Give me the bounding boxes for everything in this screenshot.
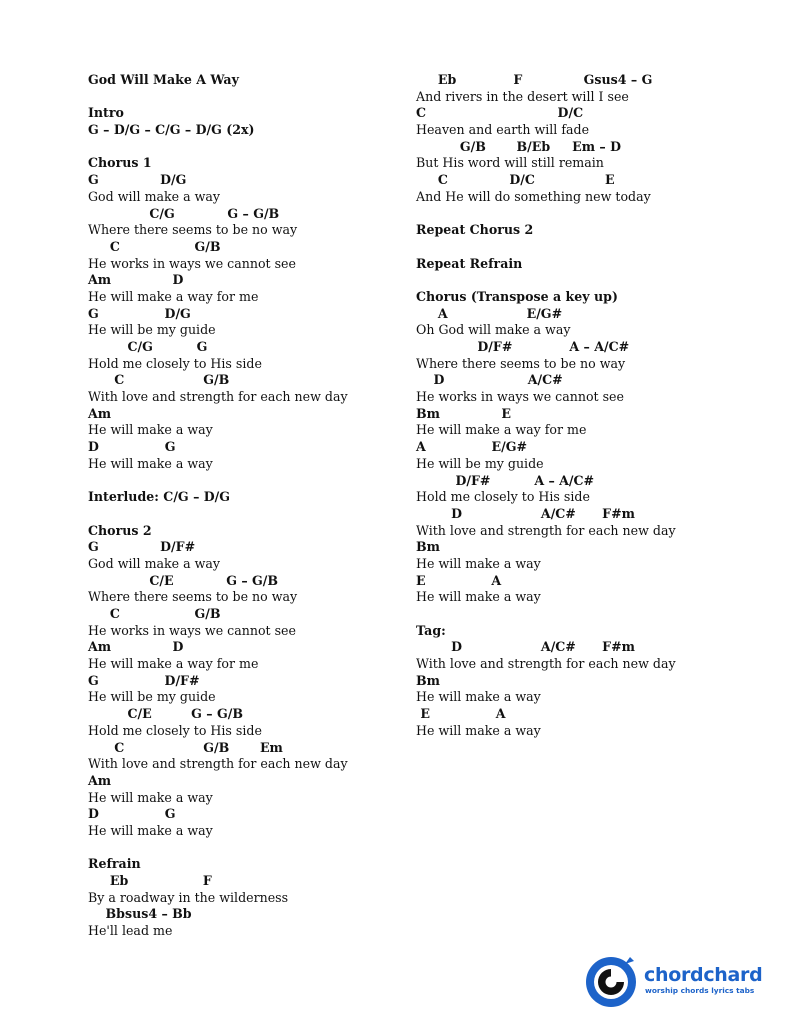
chord-line: C G/B Em [88, 739, 283, 755]
chord-line: C D/C E [416, 172, 615, 188]
right-column [416, 72, 676, 740]
logo-tagline: worship chords lyrics tabs [645, 986, 755, 995]
lyric-line: With love and strength for each new day [88, 756, 348, 772]
blank-line [88, 473, 348, 490]
heading-line: Chorus 2 [88, 522, 152, 538]
chord-line: C G/B [88, 606, 221, 621]
blank-line [88, 139, 348, 156]
lyric-line: Heaven and earth will fade [416, 122, 590, 138]
lyric-line: He will make a way [416, 589, 541, 605]
chord-line: D G [88, 806, 176, 822]
chord-line: Am [88, 405, 112, 421]
chord-line: A E/G# [416, 439, 528, 455]
lyric-line: God will make a way [88, 188, 221, 204]
chord-line: G D/G [88, 172, 187, 188]
blank-line [416, 272, 676, 289]
lyric-line: Where there seems to be no way [88, 222, 298, 238]
chord-line: D A/C# F#m [416, 639, 635, 655]
lyric-line: Hold me closely to His side [88, 722, 262, 738]
chord-line: G/B B/Eb Em – D [416, 138, 622, 154]
lyric-line: He will make a way [88, 455, 213, 471]
lyric-line: He'll lead me [88, 923, 173, 939]
lyric-line: But His word will still remain [416, 155, 604, 171]
lyric-line: And rivers in the desert will I see [416, 88, 629, 104]
lyric-line: And He will do something new today [416, 188, 651, 204]
lyric-line: He works in ways we cannot see [416, 389, 624, 405]
left-column [88, 72, 348, 940]
lyric-line: He works in ways we cannot see [88, 255, 296, 271]
lyric-line: He will be my guide [88, 322, 216, 338]
chord-line: D/F# A – A/C# [416, 339, 630, 354]
chord-line: E A [416, 706, 506, 722]
lyric-line: Where there seems to be no way [88, 589, 298, 605]
heading-line: Interlude: C/G – D/G [88, 489, 231, 505]
chord-line: Bbsus4 – Bb [88, 906, 192, 922]
chordchard-logo-icon [584, 955, 638, 1009]
chord-line: C G/B [88, 372, 230, 388]
chord-line: D/F# A – A/C# [416, 472, 595, 488]
heading-line: God Will Make A Way [88, 72, 239, 87]
heading-line: Repeat Refrain [416, 255, 523, 271]
blank-line [88, 840, 348, 857]
lyric-line: Hold me closely to His side [88, 355, 262, 371]
chord-line: D A/C# [416, 372, 563, 388]
chord-line: G – D/G – C/G – D/G (2x) [88, 122, 255, 138]
chord-line: Am D [88, 639, 184, 655]
heading-line: Chorus (Transpose a key up) [416, 288, 618, 304]
lyric-line: He will make a way for me [88, 288, 259, 304]
blank-line [416, 206, 676, 223]
lyric-line: He will make a way for me [88, 656, 259, 672]
lyric-line: Hold me closely to His side [416, 489, 590, 505]
heading-line: Tag: [416, 622, 446, 638]
blank-line [416, 606, 676, 623]
chord-line: C/G G [88, 339, 208, 354]
chord-line: G D/G [88, 305, 191, 321]
chord-line: Bm E [416, 405, 511, 421]
chord-line: D G [88, 439, 176, 455]
lyric-line: He will be my guide [88, 689, 216, 705]
chord-line: C/E G – G/B [88, 706, 243, 722]
heading-line: Refrain [88, 856, 141, 872]
lyric-line: He will make a way [416, 722, 541, 738]
chord-line: E A [416, 572, 502, 588]
chord-line: Eb F [88, 873, 212, 888]
chord-line: G D/F# [88, 539, 196, 555]
heading-line: Chorus 1 [88, 155, 152, 171]
heading-line: Intro [88, 105, 124, 121]
lyric-line: He will make a way [88, 789, 213, 805]
heading-line: Repeat Chorus 2 [416, 222, 534, 238]
lyric-line: He works in ways we cannot see [88, 622, 296, 638]
blank-line [416, 239, 676, 256]
lyric-line: He will make a way [416, 689, 541, 705]
blank-line [88, 506, 348, 523]
lyric-line: Oh God will make a way [416, 322, 571, 338]
lyric-line: He will make a way for me [416, 422, 587, 438]
chord-line: C G/B [88, 238, 221, 254]
lyric-line: With love and strength for each new day [416, 656, 676, 672]
chord-line: G D/F# [88, 672, 200, 688]
lyric-line: With love and strength for each new day [88, 389, 348, 405]
blank-line [88, 89, 348, 106]
lyric-line: He will make a way [88, 422, 213, 438]
lyric-line: By a roadway in the wilderness [88, 889, 289, 905]
chord-line: Bm [416, 539, 440, 555]
chordchard-logo[interactable] [584, 955, 764, 1011]
chord-line: A E/G# [416, 305, 563, 321]
chord-line: Bm [416, 672, 440, 688]
lyric-line: With love and strength for each new day [416, 522, 676, 538]
chord-line: Eb F Gsus4 – G [416, 72, 653, 87]
lyric-line: Where there seems to be no way [416, 355, 626, 371]
chord-line: C/E G – G/B [88, 572, 279, 588]
chord-line: D A/C# F#m [416, 505, 635, 521]
lyric-line: He will make a way [416, 555, 541, 571]
chord-line: Am [88, 772, 112, 788]
chord-line: Am D [88, 272, 184, 288]
lyric-line: God will make a way [88, 555, 221, 571]
chord-line: C/G G – G/B [88, 205, 280, 221]
logo-name: chordchard [644, 964, 763, 986]
lyric-line: He will make a way [88, 822, 213, 838]
lyric-line: He will be my guide [416, 455, 544, 471]
chord-line: C D/C [416, 105, 584, 121]
